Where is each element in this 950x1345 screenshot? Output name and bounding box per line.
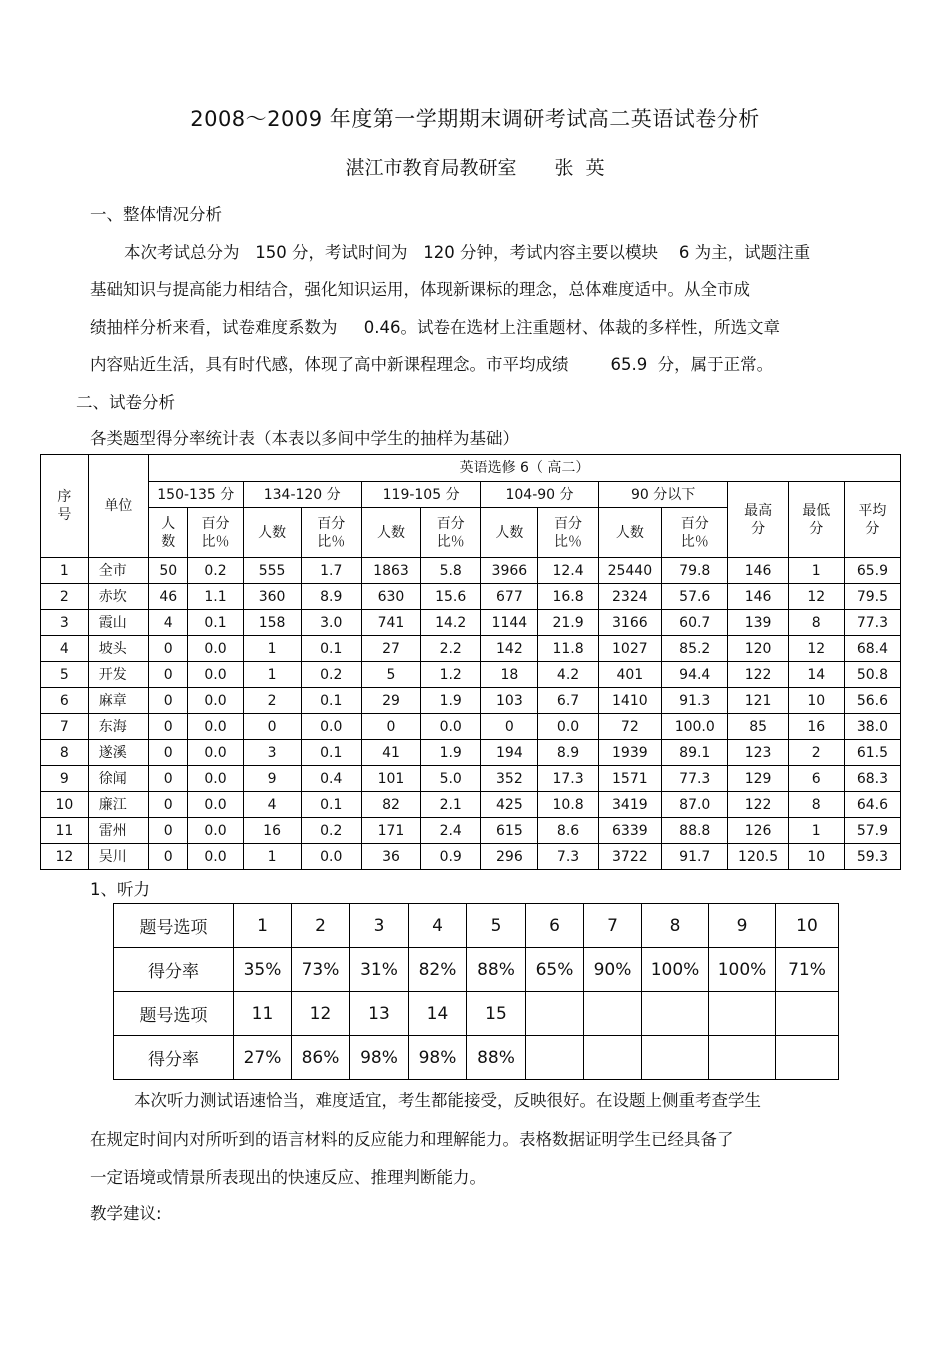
table-cell: 0.0	[188, 636, 243, 662]
table-cell: 1410	[598, 688, 661, 714]
row-seq-cell: 2	[41, 584, 89, 610]
question-number-cell: 3	[350, 904, 409, 948]
row-seq-cell: 12	[41, 844, 89, 870]
table-cell: 16	[243, 818, 301, 844]
table-cell: 56.6	[844, 688, 900, 714]
rate-value-cell: 88%	[467, 1036, 526, 1080]
row-unit-cell: 赤坎	[88, 584, 148, 610]
table-cell: 3419	[598, 792, 661, 818]
header-band-1: 150-135 分	[149, 482, 244, 508]
question-number-cell: 11	[234, 992, 292, 1036]
listening-row	[114, 904, 839, 948]
author-name: 张 英	[554, 157, 605, 179]
table-row	[41, 740, 901, 766]
table-cell: 2	[243, 688, 301, 714]
row-seq-cell: 4	[41, 636, 89, 662]
question-number-cell	[584, 992, 642, 1036]
table-cell: 16.8	[538, 584, 598, 610]
table-cell: 0	[149, 766, 188, 792]
row-unit-cell: 开发	[88, 662, 148, 688]
table-cell: 1.9	[421, 740, 481, 766]
question-number-cell: 10	[776, 904, 839, 948]
table-cell: 1144	[481, 610, 538, 636]
rate-value-cell: 71%	[776, 948, 839, 992]
table-cell: 18	[481, 662, 538, 688]
table-cell: 4	[149, 610, 188, 636]
table-cell: 64.6	[844, 792, 900, 818]
table-cell: 0	[149, 740, 188, 766]
table-cell: 17.3	[538, 766, 598, 792]
rate-value-cell: 73%	[292, 948, 350, 992]
table-cell: 0.0	[421, 714, 481, 740]
question-number-cell	[709, 992, 776, 1036]
table-cell: 139	[728, 610, 788, 636]
table-cell: 72	[598, 714, 661, 740]
table-cell: 5.0	[421, 766, 481, 792]
table-cell: 360	[243, 584, 301, 610]
listening-rate-table	[113, 903, 839, 1080]
table-cell: 77.3	[662, 766, 728, 792]
table-cell: 0	[149, 636, 188, 662]
table-cell: 12	[788, 584, 844, 610]
table-cell: 2324	[598, 584, 661, 610]
table-cell: 0.4	[301, 766, 361, 792]
table-cell: 60.7	[662, 610, 728, 636]
rate-value-cell: 98%	[409, 1036, 467, 1080]
table-cell: 8.9	[301, 584, 361, 610]
table-cell: 1.2	[421, 662, 481, 688]
table-cell: 6339	[598, 818, 661, 844]
rate-value-cell: 31%	[350, 948, 409, 992]
question-label-cell: 题号选项	[114, 904, 234, 948]
table-cell: 5.8	[421, 558, 481, 584]
header-band-3: 119-105 分	[361, 482, 480, 508]
table-cell: 79.8	[662, 558, 728, 584]
table-cell: 1	[243, 662, 301, 688]
table-cell: 296	[481, 844, 538, 870]
table-cell: 16	[788, 714, 844, 740]
rate-value-cell: 27%	[234, 1036, 292, 1080]
row-seq-cell: 5	[41, 662, 89, 688]
table-cell: 25440	[598, 558, 661, 584]
listening-heading: 1、听力	[90, 880, 150, 899]
table-cell: 14.2	[421, 610, 481, 636]
table-cell: 94.4	[662, 662, 728, 688]
header-count: 人 数	[149, 508, 188, 558]
table-cell: 21.9	[538, 610, 598, 636]
question-number-cell: 15	[467, 992, 526, 1036]
table-cell: 120	[728, 636, 788, 662]
row-seq-cell: 11	[41, 818, 89, 844]
question-number-cell: 12	[292, 992, 350, 1036]
table-cell: 121	[728, 688, 788, 714]
table-cell: 89.1	[662, 740, 728, 766]
table-cell: 9	[243, 766, 301, 792]
table-cell: 5	[361, 662, 420, 688]
table-cell: 82	[361, 792, 420, 818]
table-cell: 61.5	[844, 740, 900, 766]
table-cell: 88.8	[662, 818, 728, 844]
table-cell: 0.2	[301, 818, 361, 844]
table-cell: 146	[728, 584, 788, 610]
table-cell: 120.5	[728, 844, 788, 870]
table-cell: 146	[728, 558, 788, 584]
teaching-suggestion-heading: 教学建议:	[90, 1204, 162, 1223]
table-cell: 0.0	[188, 766, 243, 792]
table-cell: 0.2	[188, 558, 243, 584]
table-cell: 85.2	[662, 636, 728, 662]
row-seq-cell: 7	[41, 714, 89, 740]
question-number-cell: 13	[350, 992, 409, 1036]
rate-value-cell	[642, 1036, 709, 1080]
row-unit-cell: 遂溪	[88, 740, 148, 766]
question-number-cell: 8	[642, 904, 709, 948]
table-cell: 7.3	[538, 844, 598, 870]
row-seq-cell: 9	[41, 766, 89, 792]
table-cell: 36	[361, 844, 420, 870]
header-min: 最低 分	[788, 482, 844, 558]
table-cell: 0	[149, 844, 188, 870]
section2-heading: 二、试卷分析	[76, 393, 175, 412]
table-cell: 0	[481, 714, 538, 740]
table-cell: 100.0	[662, 714, 728, 740]
header-max: 最高 分	[728, 482, 788, 558]
table-cell: 29	[361, 688, 420, 714]
question-number-cell: 4	[409, 904, 467, 948]
table-cell: 0.1	[188, 610, 243, 636]
table-cell: 0.1	[301, 740, 361, 766]
table-cell: 555	[243, 558, 301, 584]
table-cell: 2.2	[421, 636, 481, 662]
header-group: 英语选修 6（ 高二）	[149, 455, 901, 482]
row-unit-cell: 雷州	[88, 818, 148, 844]
rate-value-cell: 90%	[584, 948, 642, 992]
question-number-cell: 14	[409, 992, 467, 1036]
table-cell: 0	[243, 714, 301, 740]
author-org: 湛江市教育局教研室	[345, 157, 517, 179]
table-cell: 0.0	[188, 792, 243, 818]
table-cell: 0	[149, 818, 188, 844]
header-pct: 百分 比％	[662, 508, 728, 558]
rate-value-cell: 35%	[234, 948, 292, 992]
row-seq-cell: 10	[41, 792, 89, 818]
row-seq-cell: 6	[41, 688, 89, 714]
table-cell: 615	[481, 818, 538, 844]
row-unit-cell: 东海	[88, 714, 148, 740]
header-seq: 序 号	[41, 455, 89, 558]
question-number-cell	[776, 992, 839, 1036]
table-cell: 8	[788, 792, 844, 818]
table-cell: 4.2	[538, 662, 598, 688]
table-cell: 677	[481, 584, 538, 610]
table-cell: 3.0	[301, 610, 361, 636]
table-cell: 0	[149, 688, 188, 714]
table-cell: 4	[243, 792, 301, 818]
table-cell: 57.9	[844, 818, 900, 844]
header-pct: 百分 比％	[538, 508, 598, 558]
table-cell: 27	[361, 636, 420, 662]
question-number-cell: 9	[709, 904, 776, 948]
table-cell: 1027	[598, 636, 661, 662]
table-cell: 2.4	[421, 818, 481, 844]
question-number-cell: 1	[234, 904, 292, 948]
table-cell: 14	[788, 662, 844, 688]
rate-value-cell: 100%	[642, 948, 709, 992]
table-cell: 77.3	[844, 610, 900, 636]
table-cell: 123	[728, 740, 788, 766]
header-pct: 百分 比％	[188, 508, 243, 558]
table-cell: 50.8	[844, 662, 900, 688]
table-cell: 85	[728, 714, 788, 740]
table-cell: 129	[728, 766, 788, 792]
table-cell: 91.3	[662, 688, 728, 714]
table-cell: 0.9	[421, 844, 481, 870]
table-row	[41, 766, 901, 792]
table-cell: 6.7	[538, 688, 598, 714]
table-cell: 68.3	[844, 766, 900, 792]
rate-value-cell	[526, 1036, 584, 1080]
table-cell: 3	[243, 740, 301, 766]
listening-row	[114, 948, 839, 992]
header-unit: 单位	[88, 455, 148, 558]
table-cell: 0.0	[301, 844, 361, 870]
table-cell: 10.8	[538, 792, 598, 818]
section1-line-3: 绩抽样分析来看，试卷难度系数为 0.46。试卷在选材上注重题材、体裁的多样性，所选文章	[90, 318, 780, 337]
table-cell: 1.7	[301, 558, 361, 584]
table-cell: 1.9	[421, 688, 481, 714]
table-cell: 101	[361, 766, 420, 792]
rate-value-cell	[584, 1036, 642, 1080]
table-cell: 0	[149, 662, 188, 688]
table-cell: 630	[361, 584, 420, 610]
table-cell: 10	[788, 688, 844, 714]
table-cell: 0.0	[188, 688, 243, 714]
question-number-cell: 6	[526, 904, 584, 948]
table-cell: 122	[728, 792, 788, 818]
table-cell: 1.1	[188, 584, 243, 610]
table-row	[41, 662, 901, 688]
table-cell: 1	[788, 818, 844, 844]
table-cell: 1939	[598, 740, 661, 766]
listening-paragraph-line-3: 一定语境或情景所表现出的快速反应、推理判断能力。	[90, 1168, 486, 1187]
table-cell: 158	[243, 610, 301, 636]
table-cell: 0.0	[538, 714, 598, 740]
table-cell: 0.0	[188, 662, 243, 688]
table-cell: 103	[481, 688, 538, 714]
table-cell: 0.0	[188, 844, 243, 870]
rate-value-cell: 88%	[467, 948, 526, 992]
listening-paragraph-line-1: 本次听力测试语速恰当，难度适宜，考生都能接受，反映很好。在设题上侧重考查学生	[134, 1091, 761, 1110]
listening-row	[114, 1036, 839, 1080]
table-row	[41, 792, 901, 818]
question-number-cell: 5	[467, 904, 526, 948]
table-row	[41, 584, 901, 610]
table-row	[41, 636, 901, 662]
table-cell: 0.1	[301, 688, 361, 714]
question-number-cell	[642, 992, 709, 1036]
table-header-row-1	[41, 455, 901, 482]
section1-line-4: 内容贴近生活，具有时代感，体现了高中新课程理念。市平均成绩 65.9 分，属于正常。	[90, 355, 774, 374]
table-row	[41, 558, 901, 584]
table-cell: 1863	[361, 558, 420, 584]
table-cell: 3966	[481, 558, 538, 584]
rate-value-cell: 82%	[409, 948, 467, 992]
table-cell: 79.5	[844, 584, 900, 610]
table-cell: 0.0	[301, 714, 361, 740]
row-unit-cell: 麻章	[88, 688, 148, 714]
table-cell: 1571	[598, 766, 661, 792]
table-cell: 68.4	[844, 636, 900, 662]
table-cell: 0	[149, 714, 188, 740]
rate-value-cell: 100%	[709, 948, 776, 992]
rate-value-cell: 86%	[292, 1036, 350, 1080]
table-cell: 65.9	[844, 558, 900, 584]
rate-value-cell	[709, 1036, 776, 1080]
section1-heading: 一、整体情况分析	[90, 205, 222, 224]
table-row	[41, 688, 901, 714]
header-band-5: 90 分以下	[598, 482, 728, 508]
rate-label-cell: 得分率	[114, 1036, 234, 1080]
table-cell: 122	[728, 662, 788, 688]
rate-value-cell	[776, 1036, 839, 1080]
table-cell: 2	[788, 740, 844, 766]
header-count: 人数	[361, 508, 420, 558]
row-unit-cell: 霞山	[88, 610, 148, 636]
author-line	[0, 153, 950, 180]
table-caption: 各类题型得分率统计表（本表以多间中学生的抽样为基础）	[90, 429, 519, 448]
header-band-2: 134-120 分	[243, 482, 361, 508]
table-cell: 0.1	[301, 792, 361, 818]
rate-value-cell: 98%	[350, 1036, 409, 1080]
table-cell: 12.4	[538, 558, 598, 584]
table-cell: 401	[598, 662, 661, 688]
table-cell: 0.0	[188, 818, 243, 844]
header-count: 人数	[243, 508, 301, 558]
table-cell: 1	[243, 636, 301, 662]
rate-label-cell: 得分率	[114, 948, 234, 992]
row-unit-cell: 徐闻	[88, 766, 148, 792]
table-cell: 142	[481, 636, 538, 662]
table-cell: 3166	[598, 610, 661, 636]
table-row	[41, 714, 901, 740]
document-title: 2008～2009 年度第一学期期末调研考试高二英语试卷分析	[190, 107, 760, 131]
table-cell: 57.6	[662, 584, 728, 610]
table-cell: 126	[728, 818, 788, 844]
table-header-row-2	[41, 482, 901, 508]
table-cell: 0.0	[188, 740, 243, 766]
table-cell: 352	[481, 766, 538, 792]
table-cell: 38.0	[844, 714, 900, 740]
row-unit-cell: 廉江	[88, 792, 148, 818]
listening-paragraph-line-2: 在规定时间内对所听到的语言材料的反应能力和理解能力。表格数据证明学生已经具备了	[90, 1130, 734, 1149]
row-seq-cell: 3	[41, 610, 89, 636]
table-cell: 10	[788, 844, 844, 870]
header-pct: 百分 比％	[421, 508, 481, 558]
header-avg: 平均 分	[844, 482, 900, 558]
table-cell: 171	[361, 818, 420, 844]
table-cell: 425	[481, 792, 538, 818]
table-cell: 1	[243, 844, 301, 870]
table-cell: 12	[788, 636, 844, 662]
listening-row	[114, 992, 839, 1036]
table-cell: 0.2	[301, 662, 361, 688]
table-cell: 50	[149, 558, 188, 584]
table-cell: 15.6	[421, 584, 481, 610]
table-cell: 8.9	[538, 740, 598, 766]
table-cell: 8	[788, 610, 844, 636]
table-cell: 11.8	[538, 636, 598, 662]
section1-line-1: 本次考试总分为 150 分，考试时间为 120 分钟，考试内容主要以模块 6 为主，试题注重	[124, 243, 811, 262]
table-cell: 0	[361, 714, 420, 740]
table-cell: 41	[361, 740, 420, 766]
table-cell: 6	[788, 766, 844, 792]
question-label-cell: 题号选项	[114, 992, 234, 1036]
header-count: 人数	[598, 508, 661, 558]
question-number-cell: 7	[584, 904, 642, 948]
question-number-cell	[526, 992, 584, 1036]
table-cell: 2.1	[421, 792, 481, 818]
table-row	[41, 818, 901, 844]
header-band-4: 104-90 分	[481, 482, 598, 508]
header-count: 人数	[481, 508, 538, 558]
table-cell: 741	[361, 610, 420, 636]
row-seq-cell: 8	[41, 740, 89, 766]
row-unit-cell: 坡头	[88, 636, 148, 662]
table-cell: 91.7	[662, 844, 728, 870]
rate-value-cell: 65%	[526, 948, 584, 992]
table-row	[41, 844, 901, 870]
row-unit-cell: 全市	[88, 558, 148, 584]
table-cell: 194	[481, 740, 538, 766]
table-cell: 3722	[598, 844, 661, 870]
table-cell: 1	[788, 558, 844, 584]
table-cell: 0.0	[188, 714, 243, 740]
table-cell: 0	[149, 792, 188, 818]
table-cell: 87.0	[662, 792, 728, 818]
table-row	[41, 610, 901, 636]
table-cell: 8.6	[538, 818, 598, 844]
row-unit-cell: 吴川	[88, 844, 148, 870]
section1-line-2: 基础知识与提高能力相结合，强化知识运用，体现新课标的理念，总体难度适中。从全市成	[90, 280, 750, 299]
table-cell: 46	[149, 584, 188, 610]
table-cell: 59.3	[844, 844, 900, 870]
question-number-cell: 2	[292, 904, 350, 948]
header-pct: 百分 比％	[301, 508, 361, 558]
row-seq-cell: 1	[41, 558, 89, 584]
score-distribution-table	[40, 454, 901, 870]
table-cell: 0.1	[301, 636, 361, 662]
